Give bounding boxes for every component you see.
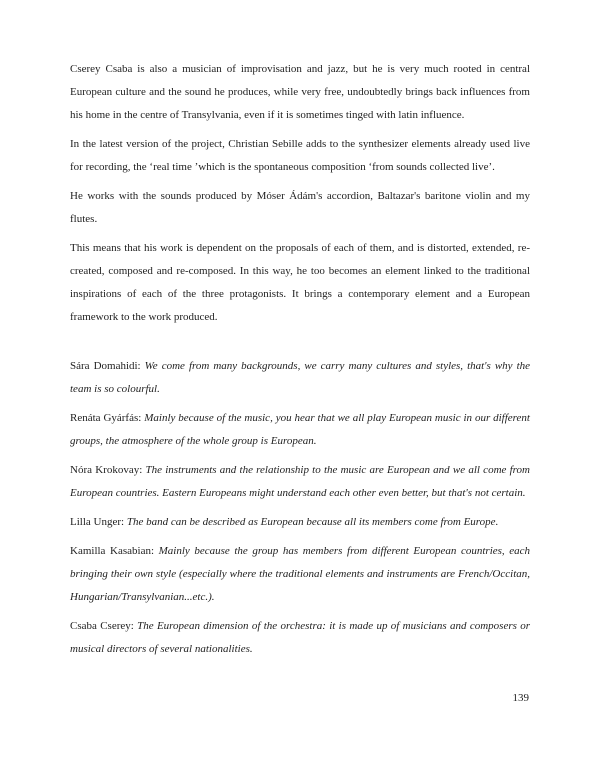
quote-lilla-unger <box>70 511 530 534</box>
quote-speaker: Sára Domahidi: <box>70 360 141 372</box>
quote-speaker: Nóra Krokovay: <box>70 464 143 476</box>
section-gap <box>70 335 530 355</box>
paragraph-latest-version: In the latest version of the project, Christian Sebille adds to the synthesizer elements already used live for recording, the ‘real time ’which is the spontaneous composition ‘from sounds collected live’. <box>70 138 530 173</box>
page-number: 139 <box>512 692 529 704</box>
quote-speaker: Lilla Unger: <box>70 516 125 528</box>
paragraph-he-works: He works with the sounds produced by Móser Ádám's accordion, Baltazar's baritone violin and my flutes. <box>70 190 530 225</box>
paragraph-this-means: This means that his work is dependent on the proposals of each of them, and is distorted, extended, re-created, composed and re-composed. In this way, he too becomes an element linked to the traditional inspirations of each of the three protagonists. It brings a contemporary element and a European framework to the work produced. <box>70 242 530 323</box>
quote-text: Mainly because the group has members from different European countries, each bringing their own style (especially where the traditional elements and instruments are French/Occitan, Hungarian/Transylvanian...etc.). <box>70 545 531 603</box>
quote-text: The instruments and the relationship to the music are European and we all come from European countries. Eastern Europeans might understand each other even better, but that's not certain. <box>70 464 530 499</box>
paragraph-cserey-musician: Cserey Csaba is also a musician of improvisation and jazz, but he is very much rooted in central European culture and the sound he produces, while very free, undoubtedly brings back influences from his home in the centre of Transylvania, even if it is sometimes tinged with latin influence. <box>70 63 530 121</box>
quote-nora-krokovay <box>70 459 530 505</box>
quote-speaker: Kamilla Kasabian: <box>70 545 155 557</box>
quote-renata-gyarfas <box>70 407 530 453</box>
quote-speaker: Csaba Cserey: <box>70 620 134 632</box>
quote-text: The band can be described as European because all its members come from Europe. <box>126 516 499 528</box>
quote-sara-domahidi <box>70 355 530 401</box>
quote-text: Mainly because of the music, you hear that we all play European music in our different groups, the atmosphere of the whole group is European. <box>70 412 530 447</box>
quote-text: The European dimension of the orchestra: it is made up of musicians and composers or musical directors of several nationalities. <box>70 620 530 655</box>
quote-text: We come from many backgrounds, we carry many cultures and styles, that's why the team is so colourful. <box>70 360 531 395</box>
quote-kamilla-kasabian <box>70 540 530 609</box>
quote-csaba-cserey <box>70 615 530 661</box>
quote-speaker: Renáta Gyárfás: <box>70 412 142 424</box>
